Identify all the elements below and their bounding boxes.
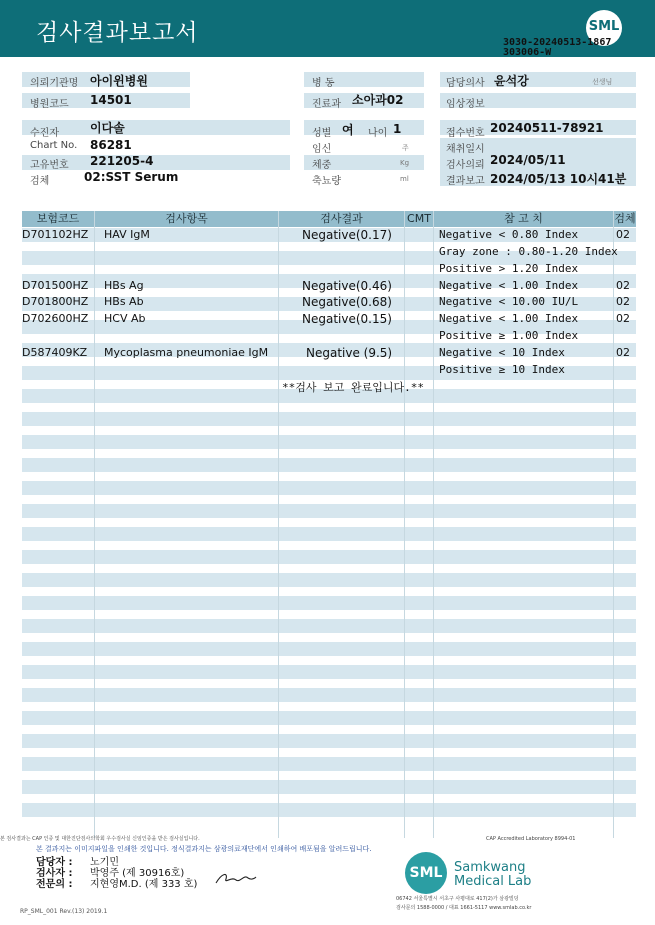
table-row-band xyxy=(22,711,636,725)
column-divider xyxy=(94,211,95,838)
row-reference: Positive > 1.20 Index xyxy=(439,262,579,275)
id-label: 고유번호 xyxy=(30,160,69,171)
table-row-band xyxy=(22,688,636,702)
signature-scribble-icon xyxy=(214,868,258,886)
sex-label: 성별 xyxy=(312,128,332,139)
specimen-value: 02:SST Serum xyxy=(84,170,179,184)
row-specimen: 02 xyxy=(616,279,630,292)
lab-name-line-2: Medical Lab xyxy=(454,874,532,889)
doctor-label: 담당의사 xyxy=(446,78,485,89)
cap-number: CAP Accredited Laboratory 8994-01 xyxy=(486,836,576,842)
age-label: 나이 xyxy=(368,128,388,139)
hospital-code-label: 병원코드 xyxy=(30,99,69,110)
col-header-result: 검사결과 xyxy=(279,211,404,227)
table-row-band xyxy=(22,757,636,771)
report-number xyxy=(503,38,611,58)
row-specimen: 02 xyxy=(616,228,630,241)
signature-label: 담당자 : xyxy=(36,857,73,868)
doctor-suffix: 선생님 xyxy=(592,78,613,86)
table-row-band xyxy=(22,458,636,472)
table-row-band xyxy=(22,481,636,495)
specimen-label: 검체 xyxy=(30,176,50,187)
row-specimen: 02 xyxy=(616,295,630,308)
row-code: D701102HZ xyxy=(22,228,89,241)
row-item: HBs Ag xyxy=(104,279,144,292)
row-reference: Negative < 0.80 Index xyxy=(439,228,579,241)
report-number-line-2: 303006-W xyxy=(503,47,552,58)
table-row-band xyxy=(22,412,636,426)
table-row-band xyxy=(22,504,636,518)
lab-phone: 검사문의 1588-0000 / 대표 1661-5117 www.smlab.co.kr xyxy=(396,905,532,911)
accreditation-notice: 본 검사결과는 CAP 인증 및 대한진단검사의학회 우수검사실 신임인증을 받은 검사실입니다. xyxy=(0,836,200,842)
request-value: 2024/05/11 xyxy=(490,153,566,167)
col-header-item: 검사항목 xyxy=(95,211,278,227)
sml-logo-text: SML xyxy=(588,19,620,34)
signature-value: 노기민 xyxy=(90,857,119,868)
form-id: RP_SML_001 Rev.(13) 2019.1 xyxy=(20,908,108,915)
table-row-band xyxy=(22,642,636,656)
row-code: D701800HZ xyxy=(22,295,89,308)
table-row-band xyxy=(22,527,636,541)
report-complete-note: **검사 보고 완료입니다.** xyxy=(282,381,424,394)
table-row-band xyxy=(22,596,636,610)
hospital-value: 아이윈병원 xyxy=(90,74,148,88)
age-value: 1 xyxy=(393,122,402,136)
column-divider xyxy=(433,211,434,838)
chart-label: Chart No. xyxy=(30,140,78,151)
info-band xyxy=(22,120,290,135)
page-title: 검사결과보고서 xyxy=(36,20,199,46)
column-divider xyxy=(404,211,405,838)
row-reference: Negative < 1.00 Index xyxy=(439,279,579,292)
lab-address: 06742 서울특별시 서초구 사평대로 417(2)가 삼광빌딩 xyxy=(396,896,519,902)
signature-label: 검사자 : xyxy=(36,868,73,879)
weight-unit: Kg xyxy=(400,159,410,167)
doctor-value: 윤석강 xyxy=(494,74,529,88)
table-row-band xyxy=(22,550,636,564)
signature-value: 지현영M.D. (제 333 호) xyxy=(90,879,198,890)
row-result: Negative(0.17) xyxy=(302,228,392,242)
row-reference: Negative < 10 Index xyxy=(439,346,565,359)
row-result: Negative(0.15) xyxy=(302,312,392,326)
col-header-code: 보험코드 xyxy=(22,211,94,227)
row-code: D701500HZ xyxy=(22,279,89,292)
hospital-code-value: 14501 xyxy=(90,93,132,107)
weight-label: 체중 xyxy=(312,160,332,171)
table-row-band xyxy=(22,780,636,794)
row-result: Negative(0.68) xyxy=(302,295,392,309)
table-row-band xyxy=(22,665,636,679)
urine-unit: ml xyxy=(400,175,409,183)
ward-label: 병 동 xyxy=(312,78,335,89)
dept-value: 소아과02 xyxy=(352,93,404,107)
col-header-specimen: 검체 xyxy=(614,212,636,225)
row-reference: Negative < 1.00 Index xyxy=(439,312,579,325)
row-item: HCV Ab xyxy=(104,312,146,325)
row-code: D702600HZ xyxy=(22,312,89,325)
request-label: 검사의뢰 xyxy=(446,160,485,171)
patient-label: 수진자 xyxy=(30,128,59,139)
collect-label: 채취일시 xyxy=(446,144,485,155)
pregnancy-label: 임신 xyxy=(312,144,332,155)
table-row-band xyxy=(22,803,636,817)
row-specimen: 02 xyxy=(616,312,630,325)
dept-label: 진료과 xyxy=(312,99,341,110)
table-row-band xyxy=(22,435,636,449)
hospital-label: 의뢰기관명 xyxy=(30,78,79,89)
row-reference: Positive ≥ 1.00 Index xyxy=(439,329,579,342)
report-date-label: 결과보고 xyxy=(446,176,485,187)
table-row-band xyxy=(22,619,636,633)
row-result: Negative (9.5) xyxy=(306,346,393,360)
receipt-value: 20240511-78921 xyxy=(490,121,604,135)
row-code: D587409KZ xyxy=(22,346,88,359)
row-item: HAV IgM xyxy=(104,228,150,241)
patient-value: 이다솔 xyxy=(90,121,125,135)
lab-name xyxy=(454,861,531,889)
report-date-value: 2024/05/13 10시41분 xyxy=(490,172,627,186)
col-header-reference: 참 고 치 xyxy=(434,211,613,227)
row-reference: Positive ≥ 10 Index xyxy=(439,363,565,376)
column-divider xyxy=(613,211,614,838)
signature-value: 박영주 (제 30916호) xyxy=(90,868,185,879)
receipt-label: 접수번호 xyxy=(446,128,485,139)
chart-value: 86281 xyxy=(90,138,132,152)
row-reference: Negative < 10.00 IU/L xyxy=(439,295,579,308)
lab-logo xyxy=(405,852,447,894)
row-result: Negative(0.46) xyxy=(302,279,392,293)
report-number-line-1: 3030-20240513-1867 xyxy=(503,37,612,48)
signature-label: 전문의 : xyxy=(36,879,73,890)
table-row-band xyxy=(22,734,636,748)
image-print-notice: 본 결과지는 이미지파일을 인쇄한 것입니다. 정식결과지는 삼광의료재단에서 인쇄하여 배포됨을 알려드립니다. xyxy=(36,845,372,853)
column-divider xyxy=(278,211,279,838)
col-header-cmt: CMT xyxy=(405,211,433,227)
sex-value: 여 xyxy=(342,123,354,137)
row-item: Mycoplasma pneumoniae IgM xyxy=(104,346,269,359)
lab-logo-text: SML xyxy=(409,865,443,881)
row-specimen: 02 xyxy=(616,346,630,359)
lab-name-line-1: Samkwang xyxy=(454,860,526,875)
clinical-label: 임상정보 xyxy=(446,99,485,110)
urine-label: 축뇨량 xyxy=(312,176,341,187)
pregnancy-unit: 주 xyxy=(402,144,409,152)
id-value: 221205-4 xyxy=(90,154,154,168)
row-item: HBs Ab xyxy=(104,295,144,308)
row-reference: Gray zone : 0.80-1.20 Index xyxy=(439,245,618,258)
table-row-band xyxy=(22,573,636,587)
